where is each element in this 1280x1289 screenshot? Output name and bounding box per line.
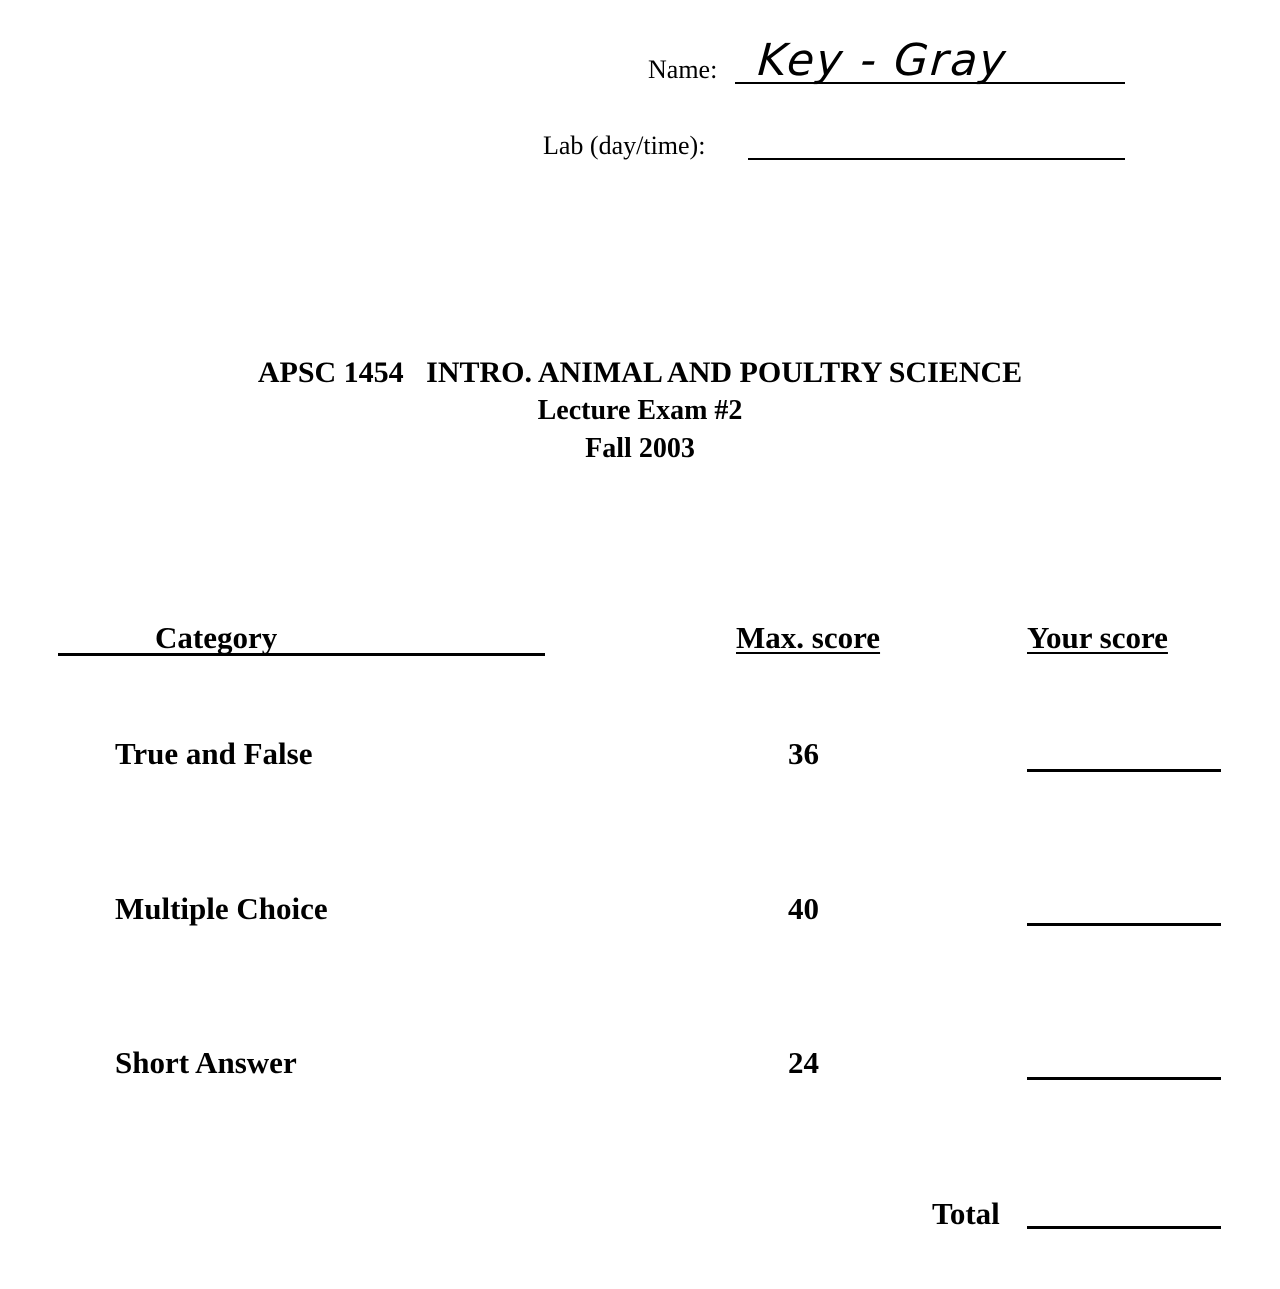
score-field-true-false[interactable] <box>1027 769 1221 772</box>
score-field-short-answer[interactable] <box>1027 1077 1221 1080</box>
row-category-true-false: True and False <box>115 736 313 771</box>
row-max-score-short-answer: 24 <box>788 1045 819 1080</box>
column-header-your-score: Your score <box>1027 620 1168 655</box>
lab-label: Lab (day/time): <box>543 131 706 160</box>
category-header-underline <box>58 653 545 656</box>
row-category-short-answer: Short Answer <box>115 1045 297 1080</box>
row-category-multiple-choice: Multiple Choice <box>115 891 328 926</box>
row-max-score-multiple-choice: 40 <box>788 891 819 926</box>
lab-field-line[interactable] <box>748 158 1125 160</box>
score-field-total[interactable] <box>1027 1226 1221 1229</box>
total-label: Total <box>932 1196 1000 1231</box>
row-max-score-true-false: 36 <box>788 736 819 771</box>
column-header-category: Category <box>155 620 278 655</box>
exam-name: Lecture Exam #2 <box>537 395 743 426</box>
exam-term: Fall 2003 <box>585 433 695 464</box>
course-title: APSC 1454 INTRO. ANIMAL AND POULTRY SCIENCE <box>257 356 1023 389</box>
exam-title-block <box>0 354 1280 468</box>
column-header-max-score: Max. score <box>736 620 881 655</box>
score-field-multiple-choice[interactable] <box>1027 923 1221 926</box>
name-label: Name: <box>648 55 718 84</box>
name-handwritten-value: Key - Gray <box>756 35 1010 86</box>
